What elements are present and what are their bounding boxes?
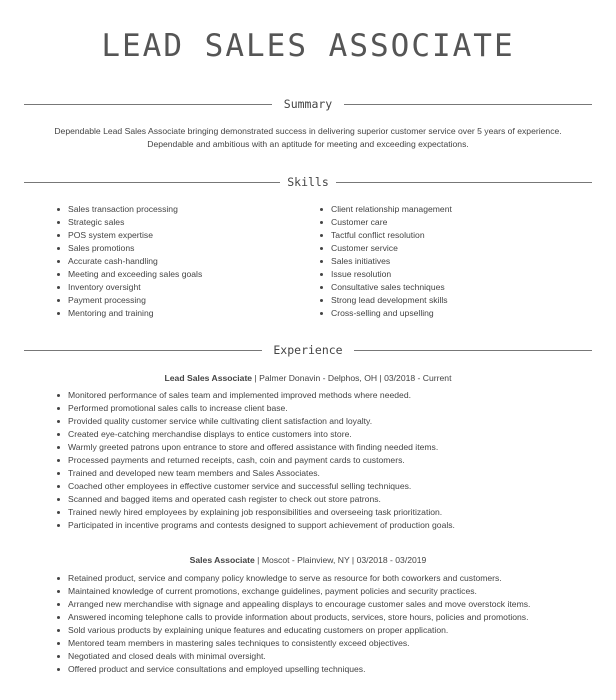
job-bullet: Offered product and service consultations and employed upselling techniques.: [68, 663, 568, 676]
skill-item: Accurate cash-handling: [68, 255, 298, 268]
job-title: Lead Sales Associate: [164, 373, 253, 383]
job-bullet: Provided quality customer service while cultivating client satisfaction and loyalty.: [68, 415, 568, 428]
job-bullet: Created eye-catching merchandise displays to entice customers into store.: [68, 428, 568, 441]
summary-section-header: [24, 97, 592, 111]
experience-section-header: [24, 343, 592, 357]
skill-item: Mentoring and training: [68, 307, 298, 320]
job-company: Moscot - Plainview, NY: [261, 555, 350, 565]
skill-item: Cross-selling and upselling: [331, 307, 571, 320]
separator: |: [254, 555, 262, 565]
job-bullet: Participated in incentive programs and contests designed to support achievement of production goals.: [68, 519, 568, 532]
job-bullet: Answered incoming telephone calls to provide information about products, services, store hours, policies and promotions.: [68, 611, 568, 624]
job-bullet: Coached other employees in effective customer service and successful selling techniques.: [68, 480, 568, 493]
skill-item: Inventory oversight: [68, 281, 298, 294]
skill-item: Sales transaction processing: [68, 203, 298, 216]
divider-line: [344, 104, 592, 105]
skills-title: Skills: [287, 175, 329, 189]
skill-item: Customer service: [331, 242, 571, 255]
skill-item: Sales initiatives: [331, 255, 571, 268]
resume-name: LEAD SALES ASSOCIATE: [101, 28, 515, 64]
separator: |: [377, 373, 385, 383]
skill-item: Issue resolution: [331, 268, 571, 281]
skill-item: Strong lead development skills: [331, 294, 571, 307]
skill-item: POS system expertise: [68, 229, 298, 242]
separator: |: [252, 373, 260, 383]
divider-line: [354, 350, 592, 351]
skill-item: Customer care: [331, 216, 571, 229]
skill-item: Payment processing: [68, 294, 298, 307]
job-bullet: Retained product, service and company policy knowledge to serve as resource for both coworkers and customers.: [68, 572, 568, 585]
job-bullet: Trained newly hired employees by explaining job responsibilities and overseeing task prioritization.: [68, 506, 568, 519]
experience-title: Experience: [273, 343, 343, 357]
job-bullet: Sold various products by explaining unique features and educating customers on proper application.: [68, 624, 568, 637]
job-bullet: Trained and developed new team members and Sales Associates.: [68, 467, 568, 480]
summary-title: Summary: [283, 97, 333, 111]
skill-item: Client relationship management: [331, 203, 571, 216]
job-dates: 03/2018 - 03/2019: [356, 555, 427, 565]
divider-line: [336, 182, 592, 183]
summary-text: Dependable Lead Sales Associate bringing demonstrated success in delivering superior customer service over 5 years of experience. Dependable and ambitious with an aptitude for meeting and exceeding expectations.: [54, 126, 562, 149]
job-header: [0, 554, 616, 566]
skill-item: Sales promotions: [68, 242, 298, 255]
job-bullet: Warmly greeted patrons upon entrance to store and offered assistance with finding needed items.: [68, 441, 568, 454]
job-dates: 03/2018 - Current: [384, 373, 452, 383]
job-bullets: [68, 572, 568, 676]
job-bullet: Negotiated and closed deals with minimal oversight.: [68, 650, 568, 663]
job-bullets: [68, 389, 568, 532]
skill-item: Tactful conflict resolution: [331, 229, 571, 242]
job-bullet: Arranged new merchandise with signage and appealing displays to encourage customer sales and move overstock items.: [68, 598, 568, 611]
job-title: Sales Associate: [189, 555, 255, 565]
job-bullet: Maintained knowledge of current promotions, exchange guidelines, payment policies and security practices.: [68, 585, 568, 598]
skill-item: Strategic sales: [68, 216, 298, 229]
skills-section-header: [24, 175, 592, 189]
job-bullet: Scanned and bagged items and operated cash register to check out store patrons.: [68, 493, 568, 506]
job-bullet: Processed payments and returned receipts, cash, coin and payment cards to customers.: [68, 454, 568, 467]
job-company: Palmer Donavin - Delphos, OH: [259, 373, 378, 383]
skills-list-left: [68, 203, 298, 320]
separator: |: [349, 555, 357, 565]
skills-list-right: [331, 203, 571, 320]
job-header: [0, 372, 616, 384]
job-bullet: Mentored team members in mastering sales techniques to consistently exceed objectives.: [68, 637, 568, 650]
job-bullet: Performed promotional sales calls to increase client base.: [68, 402, 568, 415]
skill-item: Meeting and exceeding sales goals: [68, 268, 298, 281]
job-bullet: Monitored performance of sales team and implemented improved methods where needed.: [68, 389, 568, 402]
skill-item: Consultative sales techniques: [331, 281, 571, 294]
